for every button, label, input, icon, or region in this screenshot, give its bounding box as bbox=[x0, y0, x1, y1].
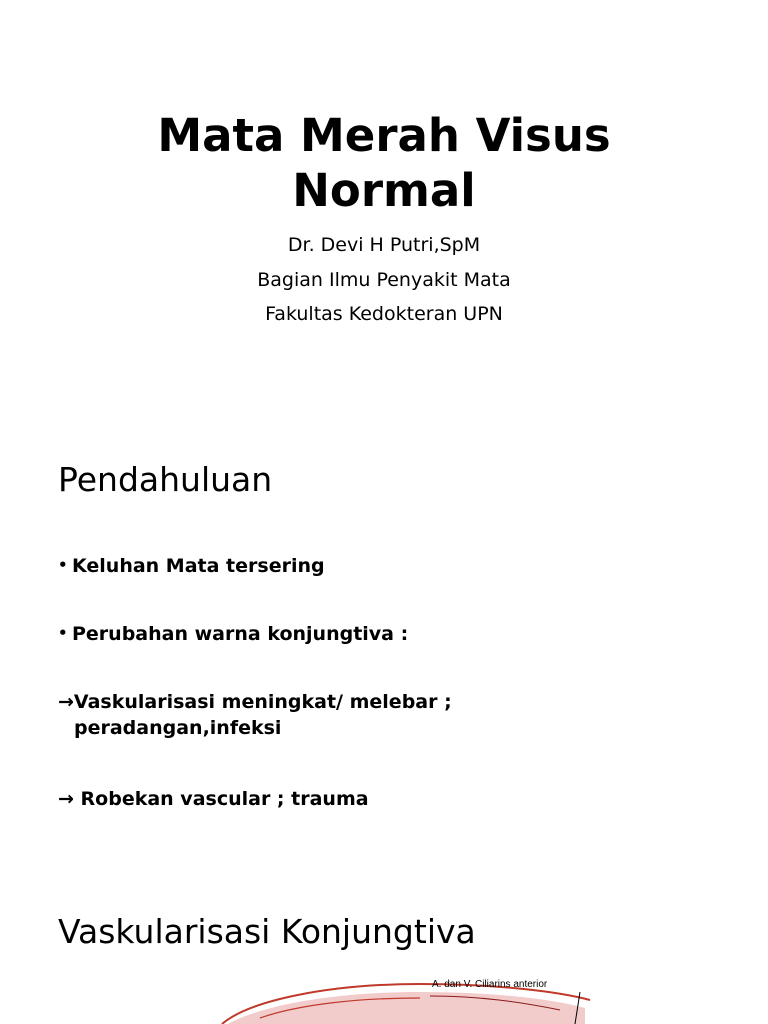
section-heading-vaskularisasi: Vaskularisasi Konjungtiva bbox=[58, 912, 476, 951]
title-line-2: Normal bbox=[292, 164, 476, 217]
section-heading-pendahuluan: Pendahuluan bbox=[58, 460, 273, 499]
eye-tissue bbox=[228, 992, 585, 1024]
bullet-text: Keluhan Mata tersering bbox=[72, 555, 325, 577]
slide-title bbox=[0, 108, 768, 218]
department-name: Bagian Ilmu Penyakit Mata bbox=[257, 269, 511, 291]
bullet-item bbox=[58, 620, 408, 647]
arrow-item bbox=[58, 689, 452, 741]
bullet-marker: • bbox=[58, 556, 68, 574]
bullet-text: Perubahan warna konjungtiva : bbox=[72, 623, 409, 645]
arrow-text-line-2: peradangan,infeksi bbox=[74, 717, 282, 739]
arrow-right-icon: → bbox=[58, 691, 74, 713]
arrow-text-line-1: Vaskularisasi meningkat/ melebar ; bbox=[73, 691, 452, 713]
title-line-1: Mata Merah Visus bbox=[157, 109, 611, 162]
faculty-name: Fakultas Kedokteran UPN bbox=[265, 303, 503, 325]
bullet-marker: • bbox=[58, 624, 68, 642]
arrow-item bbox=[58, 786, 369, 812]
arrow-text: Robekan vascular ; trauma bbox=[73, 788, 369, 810]
diagram-label: A. dan V. Ciliarins anterior bbox=[432, 979, 548, 990]
bullet-item bbox=[58, 552, 325, 579]
arrow-right-icon: → bbox=[58, 788, 74, 810]
conjunctiva-vascular-diagram bbox=[0, 970, 768, 1024]
author-name: Dr. Devi H Putri,SpM bbox=[287, 234, 481, 256]
